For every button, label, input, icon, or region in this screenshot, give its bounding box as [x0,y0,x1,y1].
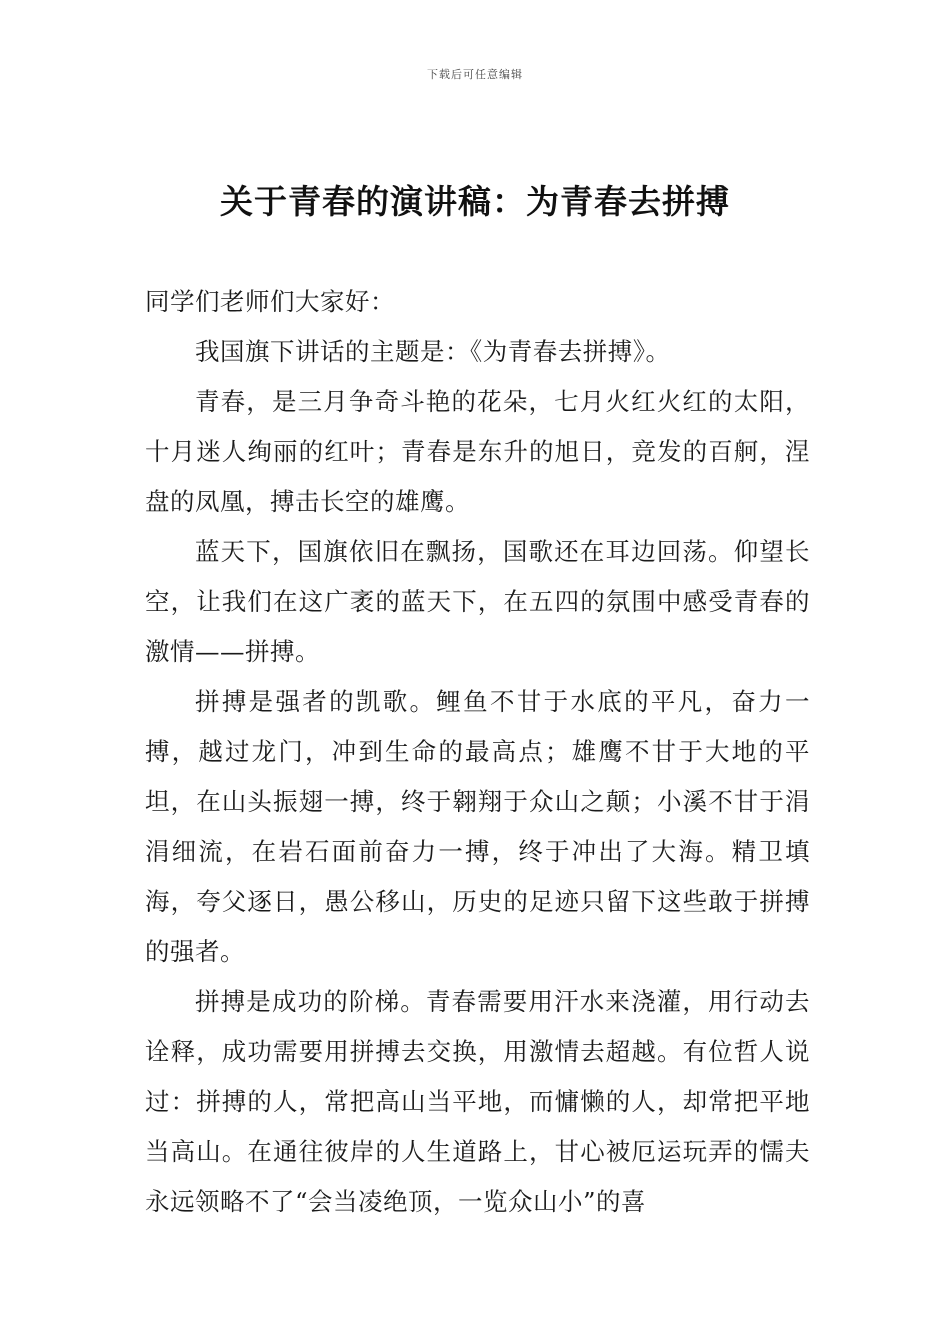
paragraph-topic: 我国旗下讲话的主题是：《为青春去拼搏》。 [195,337,671,366]
paragraph-success-ladder: 拼搏是成功的阶梯。青春需要用汗水来浇灌，用行动去诠释，成功需要用拼搏去交换，用激情去超越。有位哲人说过：拼搏的人，常把高山当平地，而慵懒的人，却常把平地当高山。在通往彼岸的人生道路上，甘心被厄运玩弄的懦夫永远领略不了“会当凌绝顶，一览众山小”的喜 [145,987,810,1216]
header-note: 下载后可任意编辑 [427,68,523,81]
document-body [145,277,810,1227]
paragraph-blue-sky: 蓝天下，国旗依旧在飘扬，国歌还在耳边回荡。仰望长空，让我们在这广袤的蓝天下，在五四的氛围中感受青春的激情——拼搏。 [145,537,810,666]
paragraph-youth: 青春，是三月争奇斗艳的花朵，七月火红火红的太阳，十月迷人绚丽的红叶；青春是东升的旭日，竞发的百舸，涅盘的凤凰，搏击长空的雄鹰。 [145,387,810,516]
document-title: 关于青春的演讲稿：为青春去拼搏 [220,182,730,221]
paragraph-strong-song: 拼搏是强者的凯歌。鲤鱼不甘于水底的平凡，奋力一搏，越过龙门，冲到生命的最高点；雄鹰不甘于大地的平坦，在山头振翅一搏，终于翱翔于众山之颠；小溪不甘于涓涓细流，在岩石面前奋力一搏，终于冲出了大海。精卫填海，夸父逐日，愚公移山，历史的足迹只留下这些敢于拼搏的强者。 [145,687,810,966]
greeting-line: 同学们老师们大家好： [145,287,395,316]
